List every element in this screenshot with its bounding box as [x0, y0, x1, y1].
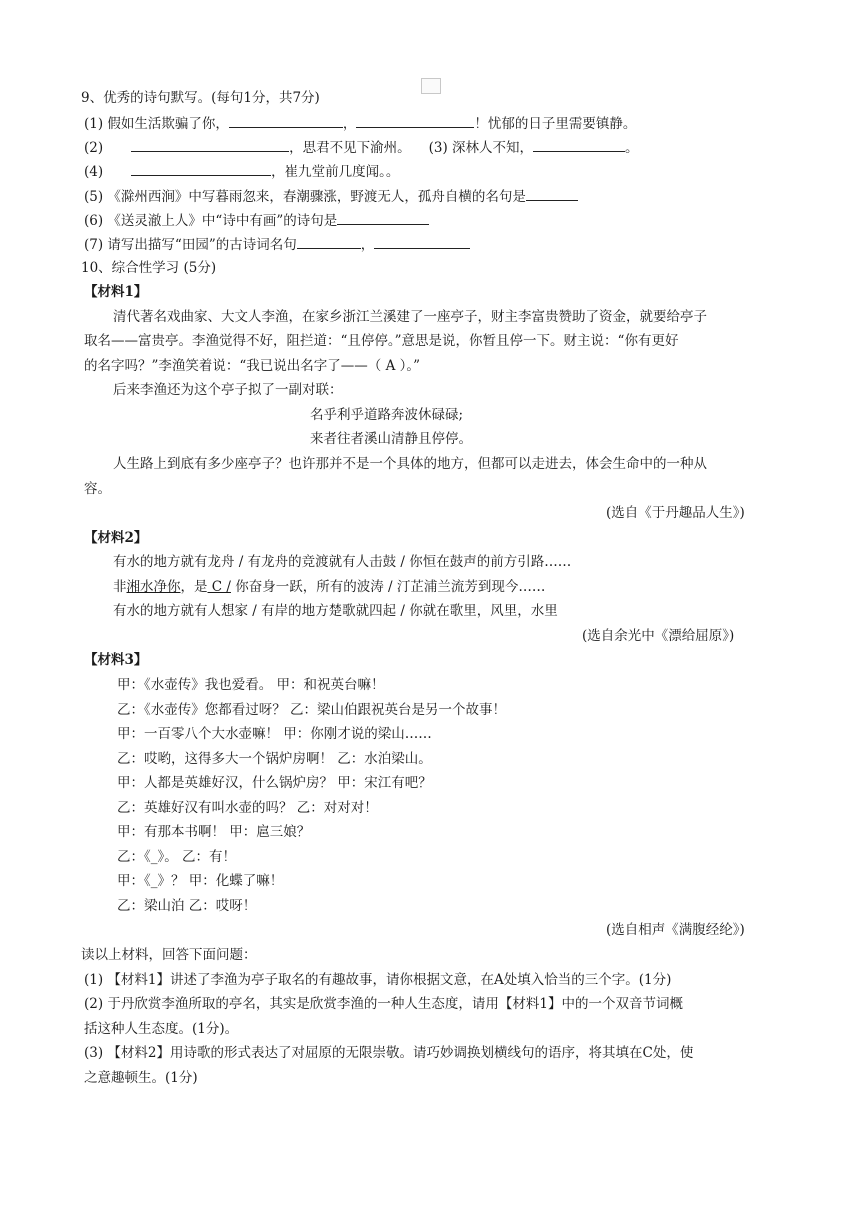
- answer-blank-4[interactable]: [533, 136, 625, 152]
- material-2-source: (选自余光中《漂给屈原》): [582, 628, 735, 644]
- q9-line-4-num: (4): [84, 164, 104, 180]
- q9-line-2: [84, 136, 639, 158]
- q9-line-3-end: 。: [625, 140, 639, 156]
- dialogue-line: 甲：一百零八个大水壶嘛！ 甲：你刚才说的梁山……: [117, 726, 432, 742]
- question-2a: (2) 于丹欣赏李渔所取的亭名，其实是欣赏李渔的一种人生态度，请用【材料1】中的一个双音节词概: [84, 996, 684, 1012]
- dialogue-line: 甲：《_》？ 甲：化蝶了嘛！: [117, 873, 284, 889]
- q9-title: 9、优秀的诗句默写。(每句1分，共7分): [81, 90, 320, 106]
- poem-line-2: [113, 577, 545, 597]
- page-header-mark: [421, 78, 441, 94]
- q9-line-1-text-a: (1) 假如生活欺骗了你，: [84, 116, 229, 132]
- answer-blank-9[interactable]: [374, 233, 470, 249]
- material-1-heading: 【材料1】: [84, 284, 148, 300]
- dialogue-line: 乙：梁山泊 乙：哎呀！: [117, 898, 257, 914]
- answer-blank-7[interactable]: [337, 209, 429, 225]
- poem-line-3: 有水的地方就有人想家 / 有岸的地方楚歌就四起 / 你就在歌里，风里，水里: [113, 603, 558, 619]
- dialogue-line: 甲：《水壶传》我也爱看。 甲：和祝英台嘛！: [117, 677, 385, 693]
- question-3b: 之意趣顿生。(1分): [84, 1070, 198, 1086]
- dialogue-line: 乙：《_》。 乙：有！: [117, 849, 237, 865]
- answer-blank-3[interactable]: [131, 136, 289, 152]
- couplet-line-2: 来者往者溪山清静且停停。: [310, 431, 472, 447]
- material-3-source: (选自相声《满腹经纶》): [606, 922, 745, 938]
- q9-line-6-text: (6) 《送灵澈上人》中“诗中有画”的诗句是: [84, 213, 338, 229]
- dialogue-line: 乙：哎哟，这得多大一个锅炉房啊！ 乙：水泊梁山。: [117, 751, 432, 767]
- material-1-source: (选自《于丹趣品人生》): [606, 505, 745, 521]
- material-2-heading: 【材料2】: [84, 530, 148, 546]
- answer-blank-5[interactable]: [131, 160, 271, 176]
- material-1-para-1c: 的名字吗？”李渔笑着说：“我已说出名字了——（ A ）。”: [84, 358, 421, 374]
- q9-line-1: [84, 112, 636, 134]
- q9-line-4-text: ，崔九堂前几度闻。。: [271, 164, 400, 180]
- q9-line-3-text: (3) 深林人不知，: [428, 140, 534, 156]
- q9-line-5: [84, 185, 578, 207]
- dialogue-line: 甲：人都是英雄好汉，什么锅炉房？ 甲：宋江有吧？: [117, 775, 432, 791]
- material-1-para-2: 后来李渔还为这个亭子拟了一副对联：: [113, 382, 343, 398]
- material-3-heading: 【材料3】: [84, 652, 148, 668]
- blank-c[interactable]: C /: [207, 579, 231, 595]
- material-1-para-1a: 清代著名戏曲家、大文人李渔，在家乡浙江兰溪建了一座亭子，财主李富贵赞助了资金，就要给亭子: [113, 309, 707, 325]
- dialogue-line: 乙：《水壶传》您都看过呀？ 乙：梁山伯跟祝英台是另一个故事！: [117, 702, 507, 718]
- q9-line-1-text-c: ！忧郁的日子里需要镇静。: [474, 116, 637, 132]
- dialogue-line: 甲：有那本书啊！ 甲：扈三娘？: [117, 824, 311, 840]
- questions-intro: 读以上材料，回答下面问题：: [81, 947, 257, 963]
- poem-line-2-c: ，是: [180, 579, 208, 595]
- dialogue-line: 乙：英雄好汉有叫水壶的吗？ 乙：对对对！: [117, 800, 378, 816]
- q9-line-7-comma: ，: [360, 237, 375, 253]
- underlined-phrase: 湘水净你: [126, 579, 181, 595]
- q9-line-7-text: (7) 请写出描写“田园”的古诗词名句: [84, 237, 297, 253]
- material-1-para-3b: 容。: [84, 481, 111, 497]
- q9-line-2-text: ，思君不见下渝州。: [289, 140, 411, 156]
- question-1: (1) 【材料1】讲述了李渔为亭子取名的有趣故事，请你根据文意，在A处填入恰当的三个字。(1分): [84, 972, 672, 988]
- poem-line-1: 有水的地方就有龙舟 / 有龙舟的竞渡就有人击鼓 / 你恒在鼓声的前方引路……: [113, 554, 572, 570]
- q9-line-7: [84, 233, 470, 255]
- answer-blank-1[interactable]: [229, 112, 343, 128]
- question-3a: (3) 【材料2】用诗歌的形式表达了对屈原的无限崇敬。请巧妙调换划横线句的语序，将其填在C处，使: [84, 1045, 694, 1061]
- q9-line-5-text: (5) 《滁州西涧》中写暮雨忽来，春潮骤涨，野渡无人，孤舟自横的名句是: [84, 189, 526, 205]
- poem-line-2-a: 非: [113, 579, 127, 595]
- q9-line-2-num: (2): [84, 140, 104, 156]
- q9-line-1-text-b: ，: [342, 116, 357, 132]
- q9-line-4: [84, 160, 399, 182]
- q10-title: 10、综合性学习 (5分): [81, 260, 217, 276]
- answer-blank-6[interactable]: [526, 185, 578, 201]
- couplet-line-1: 名乎利乎道路奔波休碌碌;: [310, 407, 464, 423]
- answer-blank-8[interactable]: [297, 233, 361, 249]
- answer-blank-2[interactable]: [356, 112, 474, 128]
- material-1-para-1b: 取名——富贵亭。李渔觉得不好，阻拦道：“且停停。”意思是说，你暂且停一下。财主说：“你有更好: [84, 333, 679, 349]
- poem-line-2-e: 你奋身一跃，所有的波涛 / 汀芷浦兰流芳到现今……: [230, 579, 546, 595]
- material-1-para-3a: 人生路上到底有多少座亭子？也许那并不是一个具体的地方，但都可以走进去，体会生命中的一种从: [113, 456, 707, 472]
- question-2b: 括这种人生态度。(1分)。: [84, 1021, 239, 1037]
- q9-line-6: [84, 209, 429, 231]
